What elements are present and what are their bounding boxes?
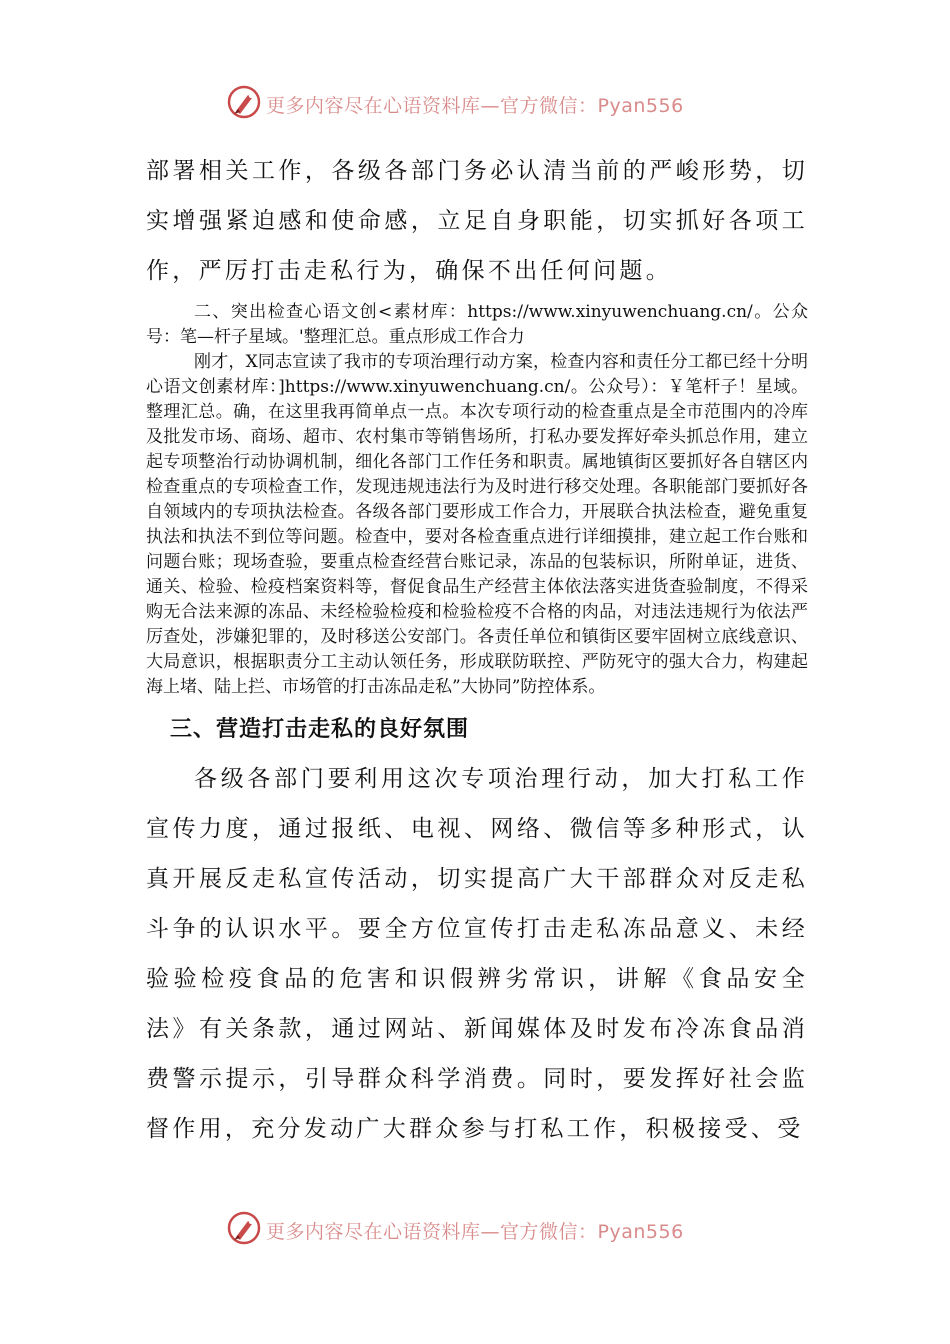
paragraph-3: 各级各部门要利用这次专项治理行动，加大打私工作宣传力度，通过报纸、电视、网络、微信等多种形式，认真开展反走私宣传活动，切实提高广大干部群众对反走私斗争的认识水平。要全方位宣传打击走私冻品意义、未经验验检疫食品的危害和识假辨劣常识，讲解《食品安全法》有关条款，通过网站、新闻媒体及时发布冷冻食品消费警示提示，引导群众科学消费。同时，要发挥好社会监督作用，充分发动广大群众参与打私工作，积极接受、受 <box>146 766 808 1142</box>
watermark-text: 更多内容尽在心语资料库—官方微信：Pyan556 <box>266 1220 684 1243</box>
document-body <box>146 146 808 1154</box>
pen-logo-icon <box>226 84 266 124</box>
paragraph-1: 部署相关工作，各级各部门务必认清当前的严峻形势，切实增强紧迫感和使命感，立足自身职能，切实抓好各项工作，严厉打击走私行为，确保不出任何问题。 <box>146 158 808 284</box>
watermark-text: 更多内容尽在心语资料库—官方微信：Pyan556 <box>266 94 684 117</box>
footer-watermark <box>226 1210 684 1250</box>
section-2-heading: 二、突出检查心语文创<素材库：https://www.xinyuwenchuang.cn/。公众号：笔—杆子星域。'整理汇总。重点形成工作合力 <box>146 302 808 347</box>
section-3-heading: 三、营造打击走私的良好氛围 <box>170 717 470 742</box>
pen-logo-icon <box>226 1210 266 1250</box>
paragraph-2: 刚才，X同志宣读了我市的专项治理行动方案，检查内容和责任分工都已经十分明心语文创素材库：]https://www.xinyuwenchuang.cn/。公众号）：￥笔杆子！星域。整理汇总。确，在这里我再简单点一点。本次专项行动的检查重点是全市范围内的冷库及批发市场、商场、超市、农村集市等销售场所，打私办要发挥好牵头抓总作用，建立起专项整治行动协调机制，细化各部门工作任务和职责。属地镇街区要抓好各自辖区内检查重点的专项检查工作，发现违规违法行为及时进行移交处理。各职能部门要抓好各自领域内的专项执法检查。各级各部门要形成工作合力，开展联合执法检查，避免重复执法和执法不到位等问题。检查中，要对各检查重点进行详细摸排，建立起工作台账和问题台账；现场查验，要重点检查经营台账记录，冻品的包装标识，所附单证，进货、通关、检验、检疫档案资料等，督促食品生产经营主体依法落实进货查验制度，不得采购无合法来源的冻品、未经检验检疫和检验检疫不合格的肉品，对违法违规行为依法严厉查处，涉嫌犯罪的，及时移送公安部门。各责任单位和镇街区要牢固树立底线意识、大局意识，根据职责分工主动认领任务，形成联防联控、严防死守的强大合力，构建起海上堵、陆上拦、市场管的打击冻品走私”大协同”防控体系。 <box>146 352 808 697</box>
header-watermark <box>226 84 684 124</box>
